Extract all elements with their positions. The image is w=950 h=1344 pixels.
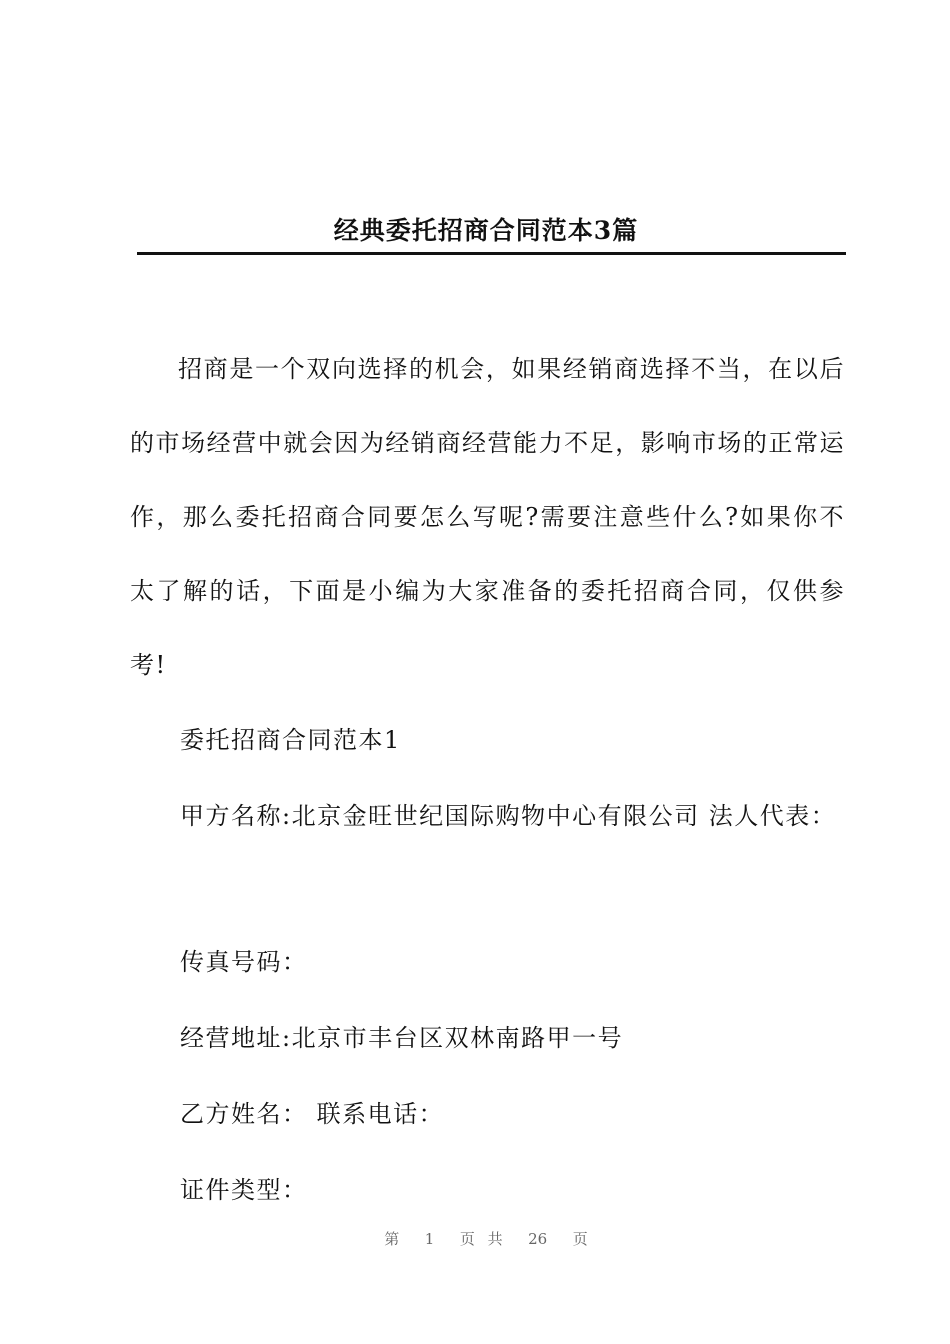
id-type-line: 证件类型： (180, 1176, 308, 1204)
fax-line: 传真号码： (180, 948, 308, 976)
address-line: 经营地址:北京市丰台区双林南路甲一号 (180, 1024, 624, 1052)
document-body (130, 332, 845, 1228)
page-number: 第 1 页 共 26 页 (384, 1230, 588, 1248)
party-b-line: 乙方姓名： 联系电话： (180, 1100, 445, 1128)
section-heading: 委托招商合同范本1 (180, 726, 401, 754)
title-underline (137, 252, 846, 255)
intro-paragraph: 招商是一个双向选择的机会，如果经销商选择不当，在以后的市场经营中就会因为经销商经营能力不足，影响市场的正常运作，那么委托招商合同要怎么写呢?需要注意些什么?如果你不太了解的话，下面是小编为大家准备的委托招商合同，仅供参考! (130, 355, 845, 679)
party-a-line: 甲方名称:北京金旺世纪国际购物中心有限公司 法人代表： (180, 802, 837, 830)
document-title: 经典委托招商合同范本3篇 (333, 215, 639, 245)
